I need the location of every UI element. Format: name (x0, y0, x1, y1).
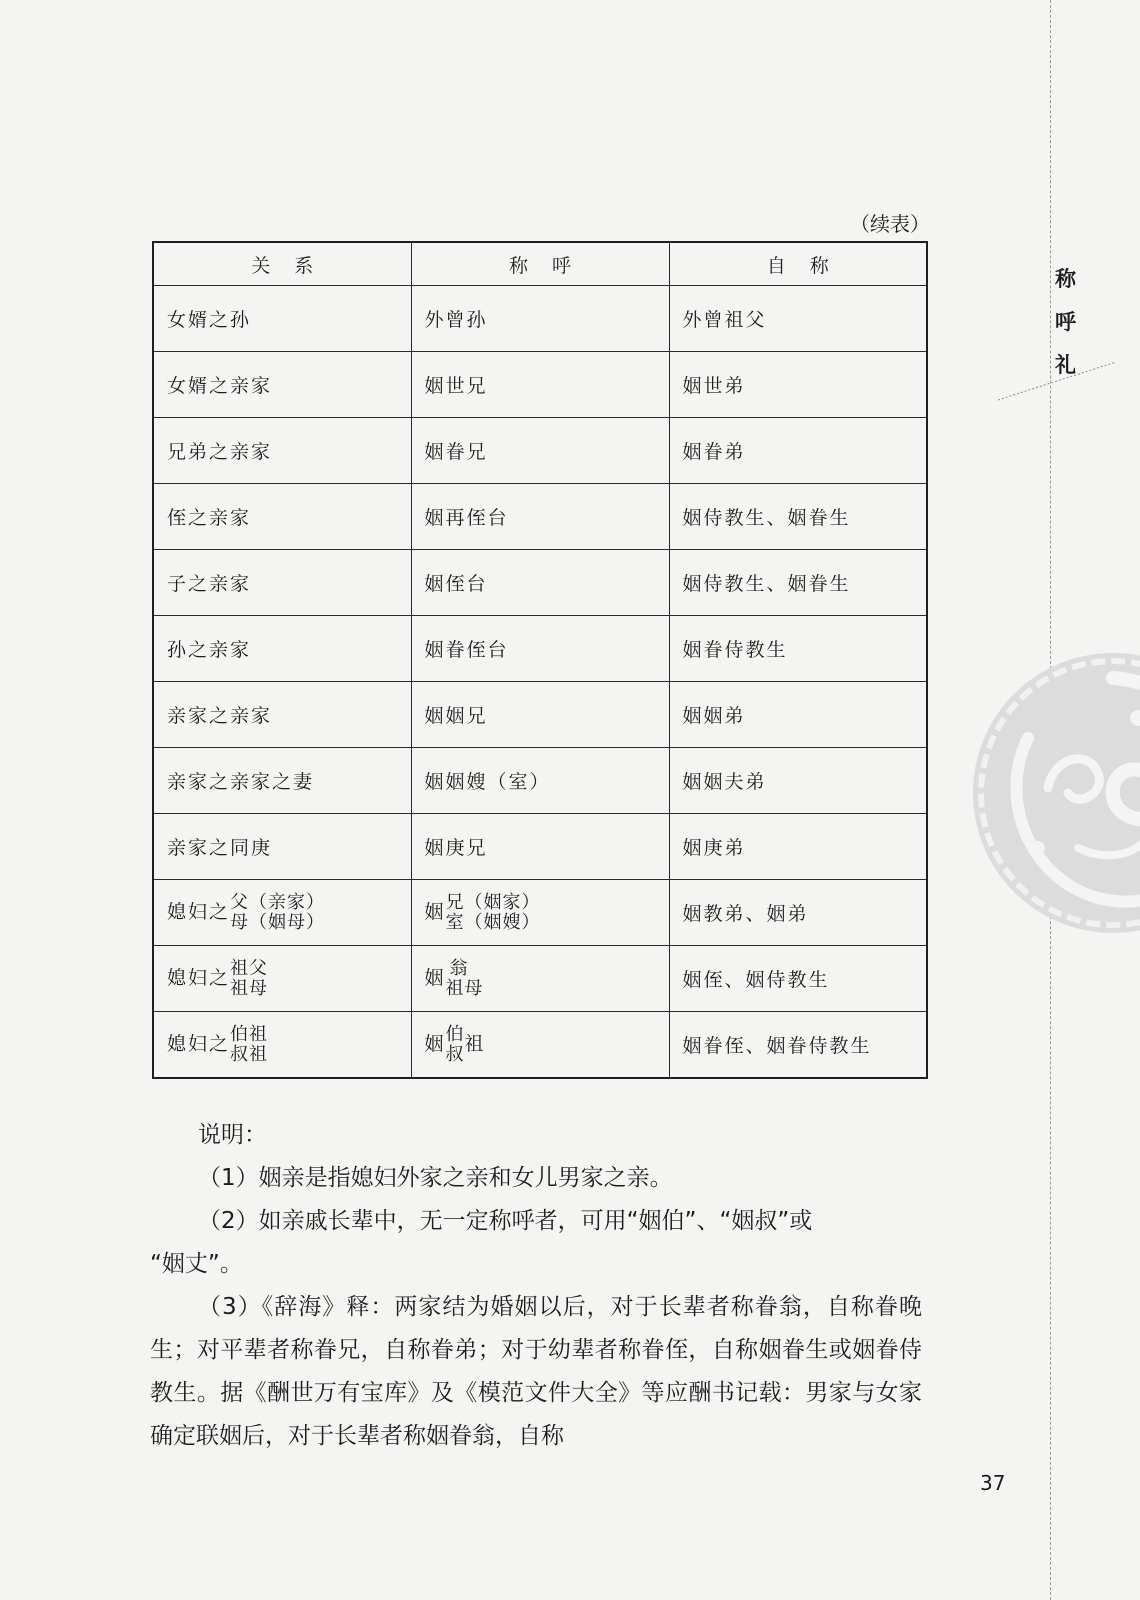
address-cell (411, 946, 669, 1012)
relation-cell: 亲家之亲家 (153, 682, 411, 748)
relation-cell: 孙之亲家 (153, 616, 411, 682)
address-prefix: 姻 (424, 1032, 446, 1055)
relation-cell: 亲家之亲家之妻 (153, 748, 411, 814)
address-prefix: 姻 (424, 966, 446, 989)
self-cell: 姻姻夫弟 (669, 748, 927, 814)
address-stack (446, 893, 541, 933)
section-tab-char: 呼 (1055, 310, 1076, 334)
address-stack (446, 1025, 465, 1065)
relation-stack-bottom: 叔祖 (230, 1043, 269, 1065)
relation-cell: 女婿之孙 (153, 286, 411, 352)
address-cell: 姻庚兄 (411, 814, 669, 880)
table-row (153, 682, 927, 748)
address-cell: 姻眷侄台 (411, 616, 669, 682)
relation-prefix: 媳妇之 (167, 966, 231, 989)
note-1: （1）姻亲是指媳妇外家之亲和女儿男家之亲。 (198, 1165, 673, 1191)
note-2-line-1: （2）如亲戚长辈中，无一定称呼者，可用“姻伯”、“姻叔”或 (198, 1208, 813, 1234)
address-cell: 姻侄台 (411, 550, 669, 616)
self-cell: 外曾祖父 (669, 286, 927, 352)
address-stack-top: 伯 (445, 1023, 465, 1045)
relation-stack-bottom: 母（姻母） (230, 911, 326, 933)
relation-cell (153, 880, 411, 946)
notes-heading: 说明： (198, 1122, 267, 1148)
address-stack-top: 翁 (449, 957, 469, 979)
section-tab-underline (998, 356, 1118, 406)
relation-stack (230, 893, 325, 933)
section-tab-char: 礼 (1055, 353, 1076, 377)
self-cell: 姻眷侍教生 (669, 616, 927, 682)
notes-section (150, 1114, 922, 1458)
self-cell: 姻姻弟 (669, 682, 927, 748)
table-row (153, 814, 927, 880)
relation-cell: 亲家之同庚 (153, 814, 411, 880)
relation-cell (153, 1012, 411, 1079)
relation-cell: 子之亲家 (153, 550, 411, 616)
note-3: （3）《辞海》释：两家结为婚姻以后，对于长辈者称眷翁，自称眷晚生；对平辈者称眷兄，自称眷弟；对于幼辈者称眷侄，自称姻眷生或姻眷侍教生。据《酬世万有宝库》及《模范文件大全》等应酬书记载：男家与女家确定联姻后，对于长辈者称姻眷翁，自称 (150, 1294, 922, 1449)
address-suffix: 祖 (464, 1032, 486, 1055)
address-stack-bottom: 叔 (445, 1043, 465, 1065)
page-number: 37 (980, 1471, 1006, 1495)
table-continued-label: （续表） (850, 212, 930, 236)
address-stack (446, 959, 484, 999)
relation-stack-top: 伯祖 (230, 1023, 269, 1045)
relation-stack-top: 祖父 (230, 957, 269, 979)
self-cell: 姻眷弟 (669, 418, 927, 484)
address-cell: 姻姻兄 (411, 682, 669, 748)
self-cell: 姻侄、姻侍教生 (669, 946, 927, 1012)
table-row (153, 880, 927, 946)
self-cell: 姻教弟、姻弟 (669, 880, 927, 946)
self-cell: 姻侍教生、姻眷生 (669, 484, 927, 550)
address-cell: 姻再侄台 (411, 484, 669, 550)
relation-cell: 侄之亲家 (153, 484, 411, 550)
note-2-line-2: “姻丈”。 (150, 1251, 243, 1277)
address-cell: 姻世兄 (411, 352, 669, 418)
table-row (153, 484, 927, 550)
address-stack-top: 兄（姻家） (445, 891, 541, 913)
section-tab-char: 称 (1055, 267, 1076, 291)
relation-prefix: 媳妇之 (167, 1032, 231, 1055)
relation-stack (230, 959, 268, 999)
column-header-self: 自称 (669, 242, 927, 286)
self-cell: 姻侍教生、姻眷生 (669, 550, 927, 616)
address-cell (411, 1012, 669, 1079)
table-header-row (153, 242, 927, 286)
table-row (153, 286, 927, 352)
table-row (153, 1012, 927, 1079)
relation-stack-bottom: 祖母 (230, 977, 269, 999)
self-cell: 姻庚弟 (669, 814, 927, 880)
table-row (153, 616, 927, 682)
column-header-address: 称呼 (411, 242, 669, 286)
relation-stack (230, 1025, 268, 1065)
decorative-medallion-icon (968, 648, 1140, 938)
address-cell: 外曾孙 (411, 286, 669, 352)
column-header-relation: 关系 (153, 242, 411, 286)
relation-prefix: 媳妇之 (167, 900, 231, 923)
relation-cell: 兄弟之亲家 (153, 418, 411, 484)
relation-cell (153, 946, 411, 1012)
address-cell (411, 880, 669, 946)
address-stack-bottom: 室（姻嫂） (445, 911, 541, 933)
table-row (153, 418, 927, 484)
table-row (153, 748, 927, 814)
table-row (153, 946, 927, 1012)
relation-stack-top: 父（亲家） (230, 891, 326, 913)
table-row (153, 352, 927, 418)
address-prefix: 姻 (424, 900, 446, 923)
relation-cell: 女婿之亲家 (153, 352, 411, 418)
self-cell: 姻世弟 (669, 352, 927, 418)
address-cell: 姻眷兄 (411, 418, 669, 484)
table-row (153, 550, 927, 616)
in-law-address-table (152, 241, 928, 1079)
address-stack-bottom: 祖母 (445, 977, 484, 999)
self-cell: 姻眷侄、姻眷侍教生 (669, 1012, 927, 1079)
address-cell: 姻姻嫂（室） (411, 748, 669, 814)
